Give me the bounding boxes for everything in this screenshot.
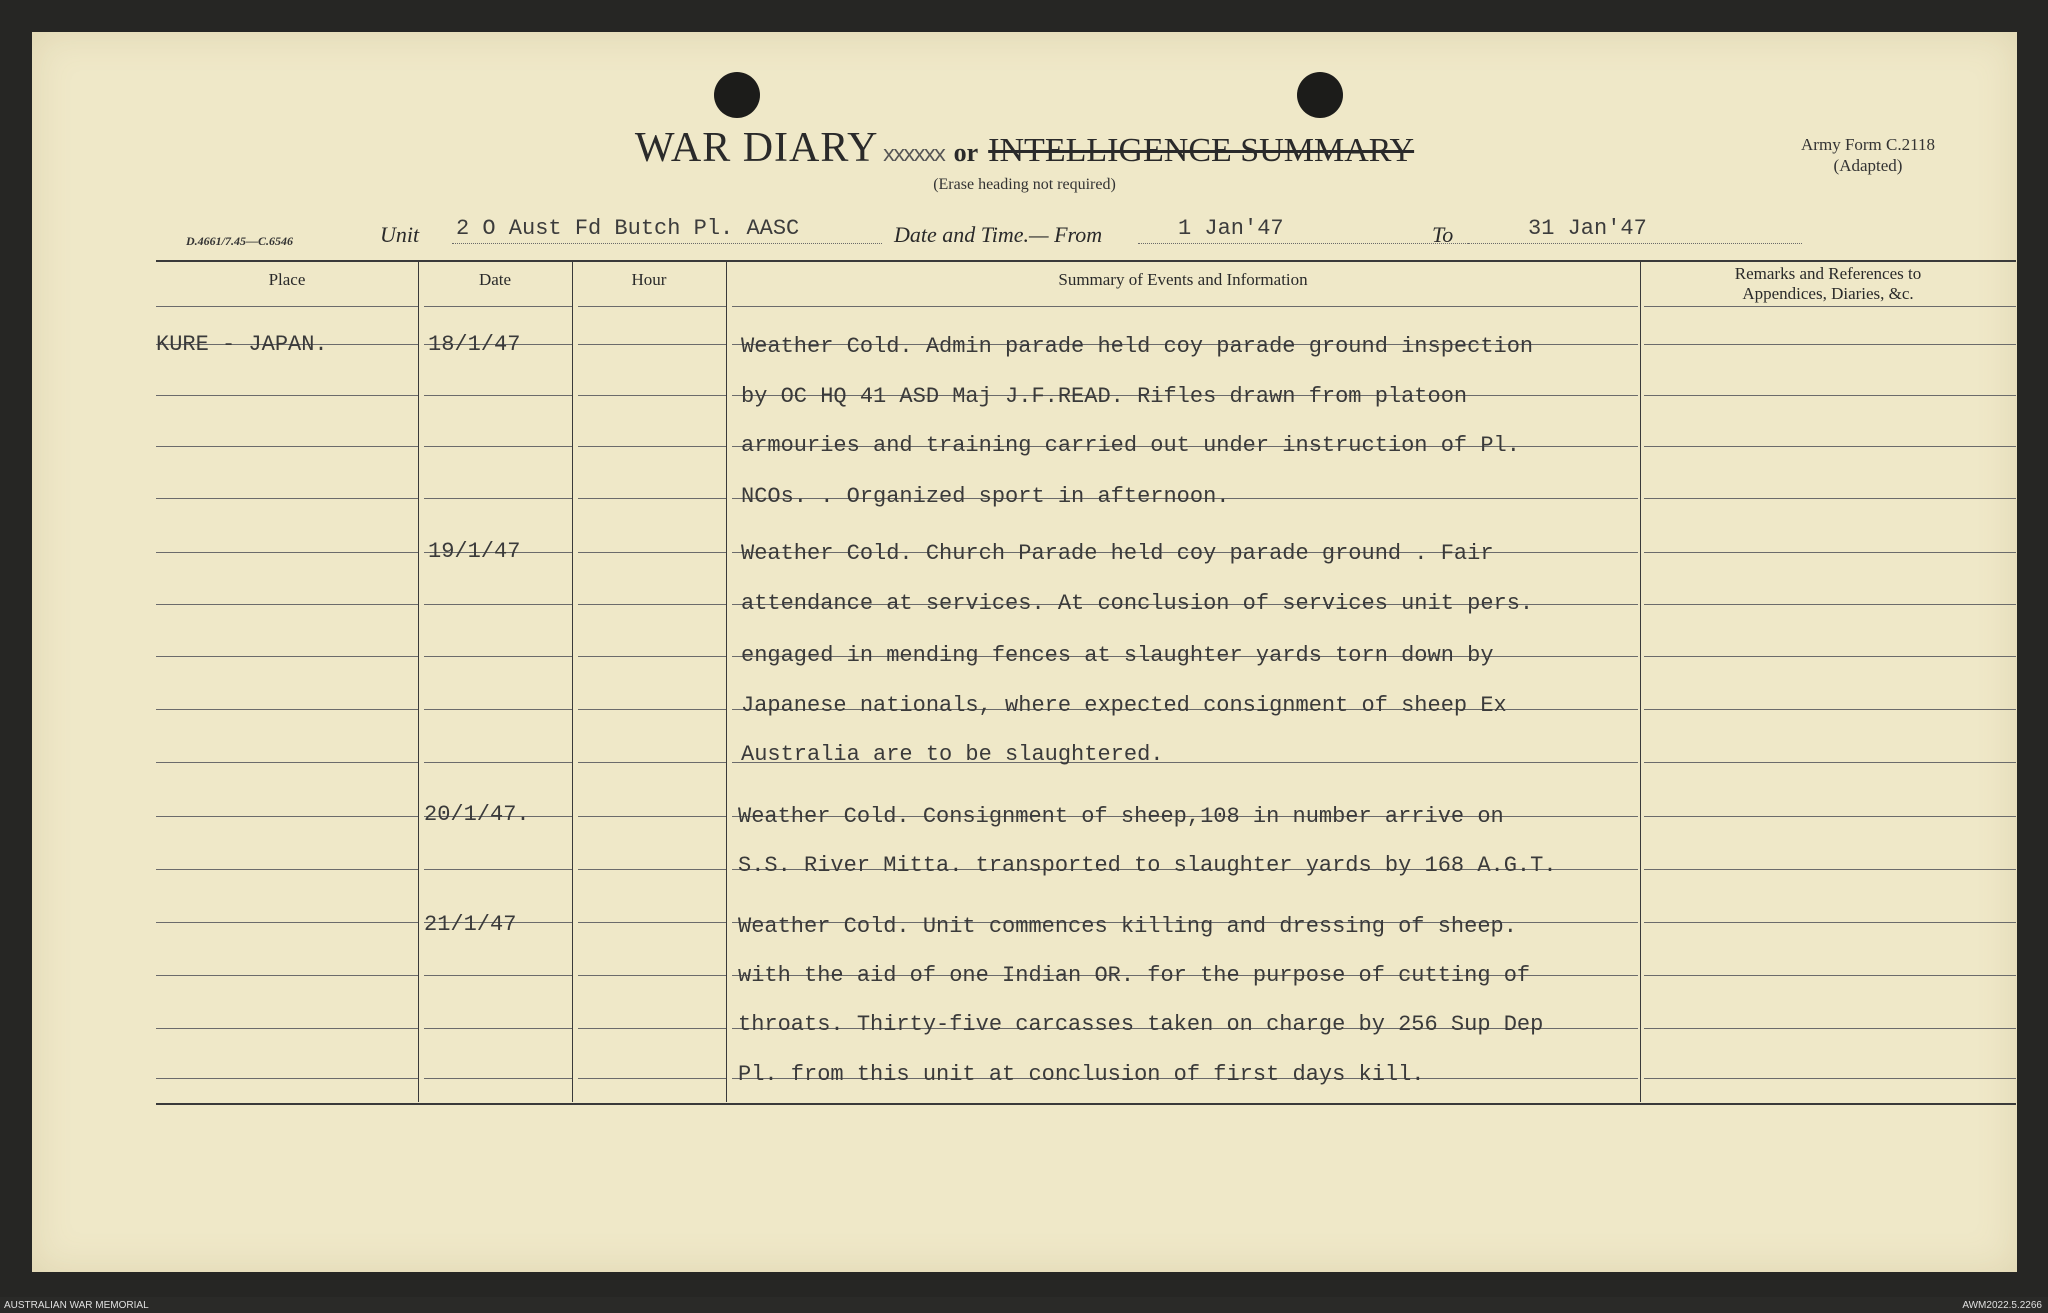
ruled-row-line (578, 498, 726, 499)
summary-line: throats. Thirty-five carcasses taken on charge by 256 Sup Dep (738, 1012, 1544, 1037)
remarks-header-line1: Remarks and References to (1734, 264, 1922, 283)
ruled-row-line (424, 395, 572, 396)
struck-heading: INTELLIGENCE SUMMARY (988, 132, 1415, 169)
header-underline (1644, 306, 2016, 307)
column-header-place: Place (268, 270, 306, 289)
to-label: To (1432, 222, 1454, 247)
remarks-header-line2: Appendices, Diaries, &c. (1742, 284, 1914, 303)
page-title (32, 124, 2017, 172)
ruled-row-line (578, 1028, 726, 1029)
summary-line: attendance at services. At conclusion of services unit pers. (741, 591, 1534, 616)
ruled-row-line (424, 869, 572, 870)
ruled-row-line (156, 604, 418, 605)
footer-institution: AUSTRALIAN WAR MEMORIAL (4, 1300, 149, 1311)
ruled-row-line (1644, 498, 2016, 499)
ruled-row-line (424, 1078, 572, 1079)
ruled-row-line (578, 656, 726, 657)
ruled-row-line (156, 816, 418, 817)
ruled-row-line (1644, 446, 2016, 447)
ruled-row-line (156, 1028, 418, 1029)
ruled-row-line (424, 604, 572, 605)
ruled-row-line (1644, 869, 2016, 870)
ruled-row-line (1644, 395, 2016, 396)
table-top-rule (156, 260, 2016, 262)
summary-line: by OC HQ 41 ASD Maj J.F.READ. Rifles drawn from platoon (741, 384, 1468, 409)
ruled-row-line (424, 1028, 572, 1029)
ruled-row-line (424, 446, 572, 447)
ruled-row-line (156, 762, 418, 763)
ruled-row-line (578, 1078, 726, 1079)
summary-line: armouries and training carried out under instruction of Pl. (741, 433, 1520, 458)
ruled-row-line (424, 975, 572, 976)
ruled-row-line (1644, 656, 2016, 657)
punch-hole-right (1297, 72, 1343, 118)
summary-line: Japanese nationals, where expected consignment of sheep Ex (741, 693, 1507, 718)
summary-line: Australia are to be slaughtered. (741, 742, 1164, 767)
entry-date: 18/1/47 (428, 332, 521, 357)
summary-line: with the aid of one Indian OR. for the purpose of cutting of (738, 963, 1531, 988)
ruled-row-line (578, 869, 726, 870)
from-date: 1 Jan'47 (1138, 216, 1472, 244)
ruled-row-line (424, 709, 572, 710)
ruled-row-line (156, 552, 418, 553)
title-connector: or (953, 138, 979, 167)
divider-summary-remarks (1640, 262, 1641, 1102)
ruled-row-line (1644, 816, 2016, 817)
ruled-row-line (578, 975, 726, 976)
ruled-row-line (156, 446, 418, 447)
entry-date: 21/1/47 (424, 912, 517, 937)
date-time-label: Date and Time.— From (894, 222, 1103, 247)
war-diary-page (32, 32, 2017, 1272)
header-underline (578, 306, 726, 307)
army-form-number: Army Form C.2118 (1801, 135, 1935, 154)
ruled-row-line (1644, 762, 2016, 763)
divider-place-date (418, 262, 419, 1102)
column-header-remarks (1640, 264, 2016, 304)
ruled-row-line (578, 816, 726, 817)
ruled-row-line (1644, 922, 2016, 923)
header-underline (732, 306, 1638, 307)
ruled-row-line (156, 922, 418, 923)
column-header-date: Date (478, 270, 512, 289)
ruled-row-line (578, 922, 726, 923)
unit-value: 2 O Aust Fd Butch Pl. AASC (452, 216, 882, 244)
ruled-row-line (1644, 604, 2016, 605)
summary-line: Pl. from this unit at conclusion of first days kill. (738, 1062, 1425, 1087)
summary-line: Weather Cold. Admin parade held coy parade ground inspection (741, 334, 1534, 359)
summary-line: Weather Cold. Consignment of sheep,108 in number arrive on (738, 804, 1504, 829)
divider-hour-summary (726, 262, 727, 1102)
header-underline (424, 306, 572, 307)
ruled-row-line (1644, 1078, 2016, 1079)
erasure-marks: xxxxxx (882, 143, 944, 168)
ruled-row-line (1644, 1028, 2016, 1029)
ruled-row-line (156, 395, 418, 396)
summary-line: S.S. River Mitta. transported to slaughter yards by 168 A.G.T. (738, 853, 1557, 878)
table-bottom-rule (156, 1103, 2016, 1105)
summary-line: Weather Cold. Church Parade held coy parade ground . Fair (741, 541, 1494, 566)
ruled-row-line (156, 975, 418, 976)
ruled-row-line (578, 709, 726, 710)
ruled-row-line (578, 552, 726, 553)
entry-place: KURE - JAPAN. (156, 332, 328, 357)
page-subtitle: (Erase heading not required) (933, 176, 1116, 193)
divider-date-hour (572, 262, 573, 1102)
summary-line: engaged in mending fences at slaughter yards torn down by (741, 643, 1494, 668)
summary-line: NCOs. . Organized sport in afternoon. (741, 484, 1230, 509)
column-header-summary: Summary of Events and Information (1058, 270, 1308, 289)
unit-line (32, 214, 2017, 250)
footer-accession-number: AWM2022.5.2266 (1962, 1300, 2042, 1311)
summary-line: Weather Cold. Unit commences killing and dressing of sheep. (738, 914, 1517, 939)
ruled-row-line (156, 709, 418, 710)
entry-date: 19/1/47 (428, 539, 521, 564)
punch-hole-left (714, 72, 760, 118)
ruled-row-line (1644, 709, 2016, 710)
ruled-row-line (578, 395, 726, 396)
entry-date: 20/1/47. (424, 802, 530, 827)
ruled-row-line (424, 498, 572, 499)
ruled-row-line (156, 869, 418, 870)
ruled-row-line (156, 1078, 418, 1079)
ruled-row-line (578, 446, 726, 447)
ruled-row-line (1644, 975, 2016, 976)
to-date: 31 Jan'47 (1468, 216, 1802, 244)
unit-label: Unit (380, 222, 420, 247)
column-header-hour: Hour (631, 270, 667, 289)
ruled-row-line (578, 604, 726, 605)
ruled-row-line (156, 498, 418, 499)
title-war-diary: WAR DIARY (634, 125, 879, 171)
army-form-label (1801, 134, 1935, 176)
army-form-adapted: (Adapted) (1833, 156, 1903, 175)
ruled-row-line (578, 344, 726, 345)
ruled-row-line (1644, 552, 2016, 553)
form-code: D.4661/7.45—C.6546 (186, 234, 294, 248)
ruled-row-line (156, 656, 418, 657)
header-underline (156, 306, 418, 307)
ruled-row-line (424, 762, 572, 763)
ruled-row-line (1644, 344, 2016, 345)
ruled-row-line (578, 762, 726, 763)
ruled-row-line (424, 656, 572, 657)
